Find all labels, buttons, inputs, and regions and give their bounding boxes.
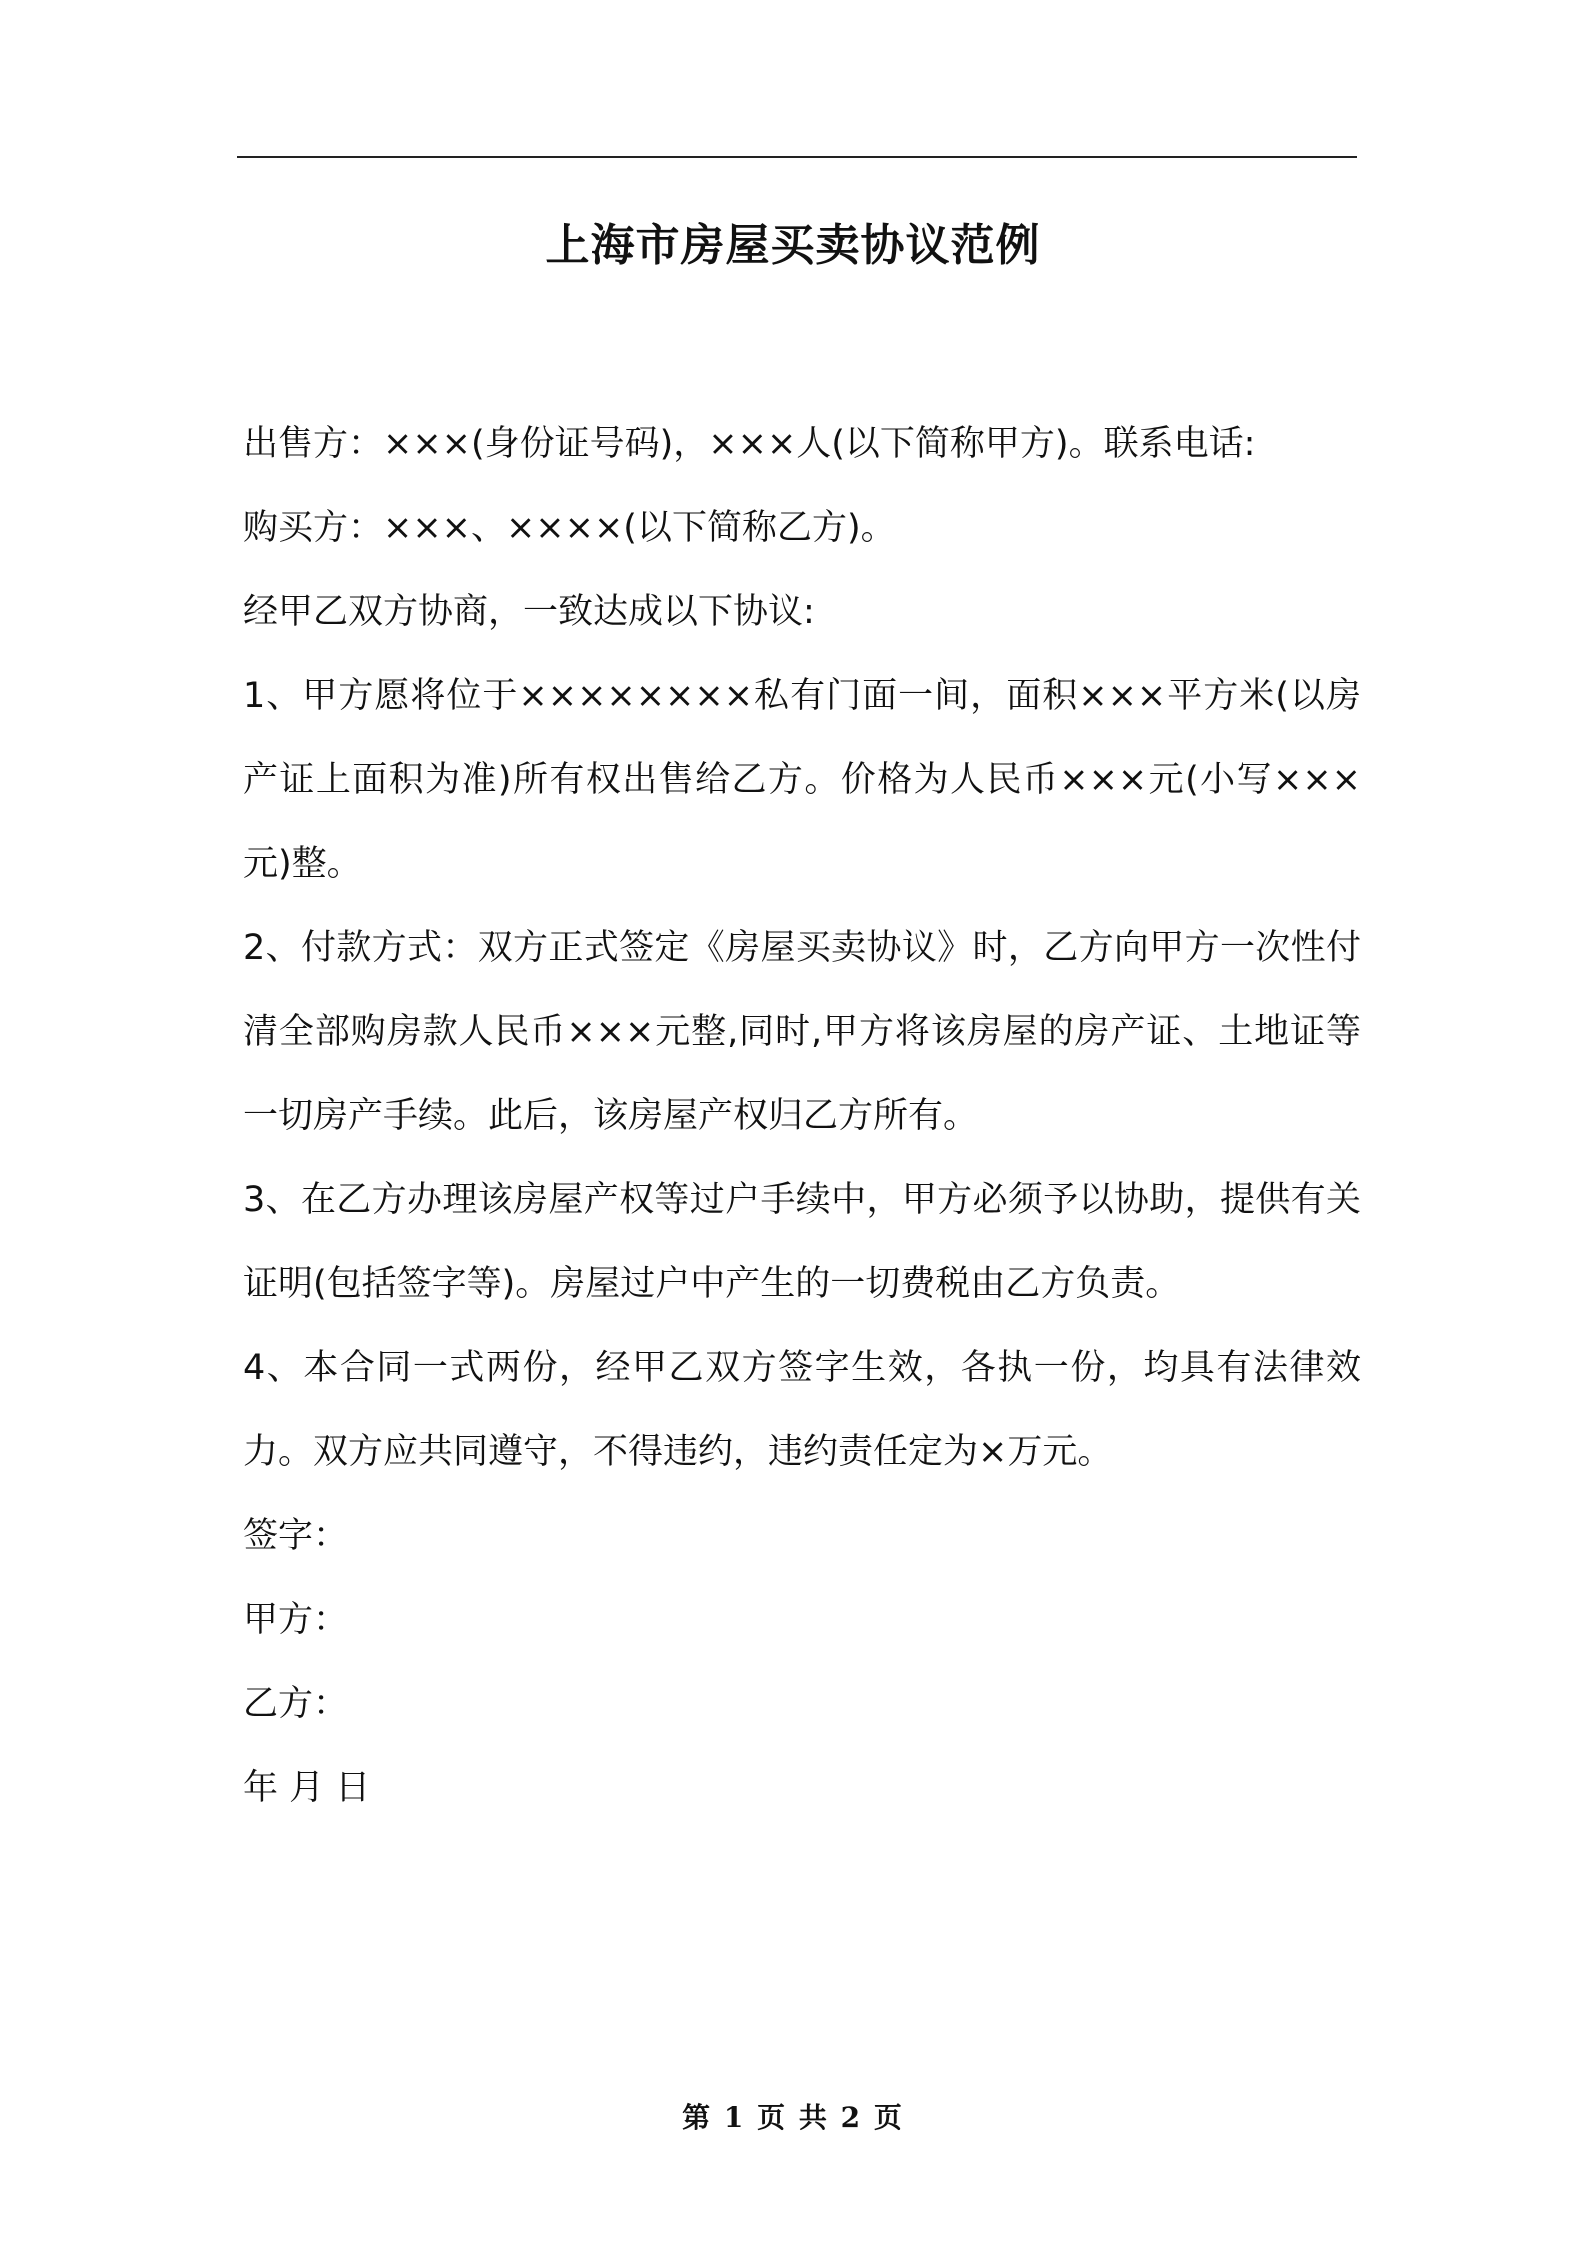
clause-4: 4、本合同一式两份，经甲乙双方签字生效，各执一份，均具有法律效力。双方应共同遵守，不得违约，违约责任定为×万元。: [243, 1348, 1361, 1472]
agreement-intro: 经甲乙双方协商，一致达成以下协议:: [243, 592, 815, 632]
header-divider: [237, 156, 1357, 158]
page-number-footer: 第 1 页 共 2 页: [682, 2101, 904, 2134]
buyer-line: 购买方：×××、××××(以下简称乙方)。: [243, 508, 896, 548]
clause-1: 1、甲方愿将位于××××××××私有门面一间，面积×××平方米(以房产证上面积为准)所有权出售给乙方。价格为人民币×××元(小写×××元)整。: [243, 676, 1361, 884]
clause-2: 2、付款方式：双方正式签定《房屋买卖协议》时，乙方向甲方一次性付清全部购房款人民币×××元整,同时,甲方将该房屋的房产证、土地证等一切房产手续。此后，该房屋产权归乙方所有。: [243, 928, 1361, 1136]
document-body: [243, 402, 1361, 1830]
party-a-signature-label: 甲方：: [243, 1600, 349, 1640]
signature-label: 签字：: [243, 1516, 349, 1556]
document-title: 上海市房屋买卖协议范例: [545, 220, 1041, 271]
clause-3: 3、在乙方办理该房屋产权等过户手续中，甲方必须予以协助，提供有关证明(包括签字等)。房屋过户中产生的一切费税由乙方负责。: [243, 1180, 1361, 1304]
date-line: 年 月 日: [243, 1768, 371, 1808]
party-b-signature-label: 乙方：: [243, 1684, 349, 1724]
seller-line: 出售方：×××(身份证号码)，×××人(以下简称甲方)。联系电话:: [243, 424, 1256, 464]
